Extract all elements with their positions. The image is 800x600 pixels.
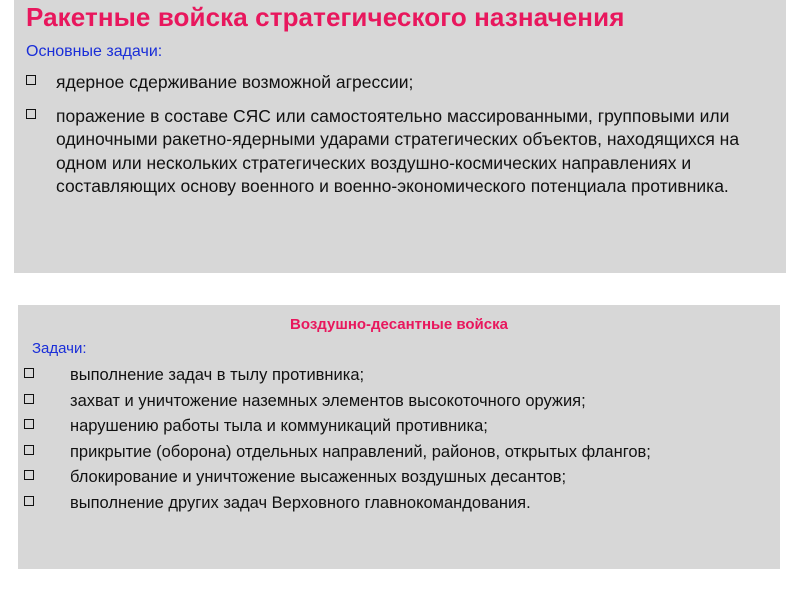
- list-item: [24, 492, 774, 516]
- list-item-text: захват и уничтожение наземных элементов высокоточного оружия;: [70, 391, 586, 410]
- section-2-task-list: [24, 364, 774, 518]
- list-item: [24, 415, 774, 439]
- section-2-title: Воздушно-десантные войска: [290, 316, 508, 333]
- section-2-subtitle: Задачи:: [32, 340, 87, 357]
- list-item-text: ядерное сдерживание возможной агрессии;: [56, 72, 414, 92]
- checkbox-bullet-icon: [24, 445, 34, 455]
- list-item-text: блокирование и уничтожение высаженных воздушных десантов;: [70, 468, 567, 487]
- checkbox-bullet-icon: [24, 394, 34, 404]
- list-item: [26, 71, 776, 95]
- list-item: [24, 466, 774, 490]
- section-1-task-list: [26, 71, 776, 209]
- list-item-text: выполнение задач в тылу противника;: [70, 366, 365, 384]
- list-item: [26, 105, 776, 199]
- checkbox-bullet-icon: [26, 75, 36, 85]
- checkbox-bullet-icon: [26, 109, 36, 119]
- list-item-text: прикрытие (оборона) отдельных направлений, районов, открытых флангов;: [70, 442, 651, 461]
- list-item: [24, 441, 774, 465]
- checkbox-bullet-icon: [24, 470, 34, 480]
- list-item-text: выполнение других задач Верховного главнокомандования.: [70, 493, 531, 512]
- list-item-text: поражение в составе СЯС или самостоятельно массированными, групповыми или одиночными ракетно-ядерными ударами стратегических объектов, находящихся на одном или нескольких стратегических воздушно-космических направлениях и составляющих основу военного и военно-экономического потенциала противника.: [56, 105, 740, 196]
- list-item: [24, 390, 774, 414]
- list-item: [24, 364, 774, 388]
- section-1-title: Ракетные войска стратегического назначения: [26, 2, 625, 32]
- section-1-subtitle: Основные задачи:: [26, 43, 163, 60]
- list-item-text: нарушению работы тыла и коммуникаций противника;: [70, 417, 488, 436]
- checkbox-bullet-icon: [24, 419, 34, 429]
- checkbox-bullet-icon: [24, 368, 34, 378]
- checkbox-bullet-icon: [24, 496, 34, 506]
